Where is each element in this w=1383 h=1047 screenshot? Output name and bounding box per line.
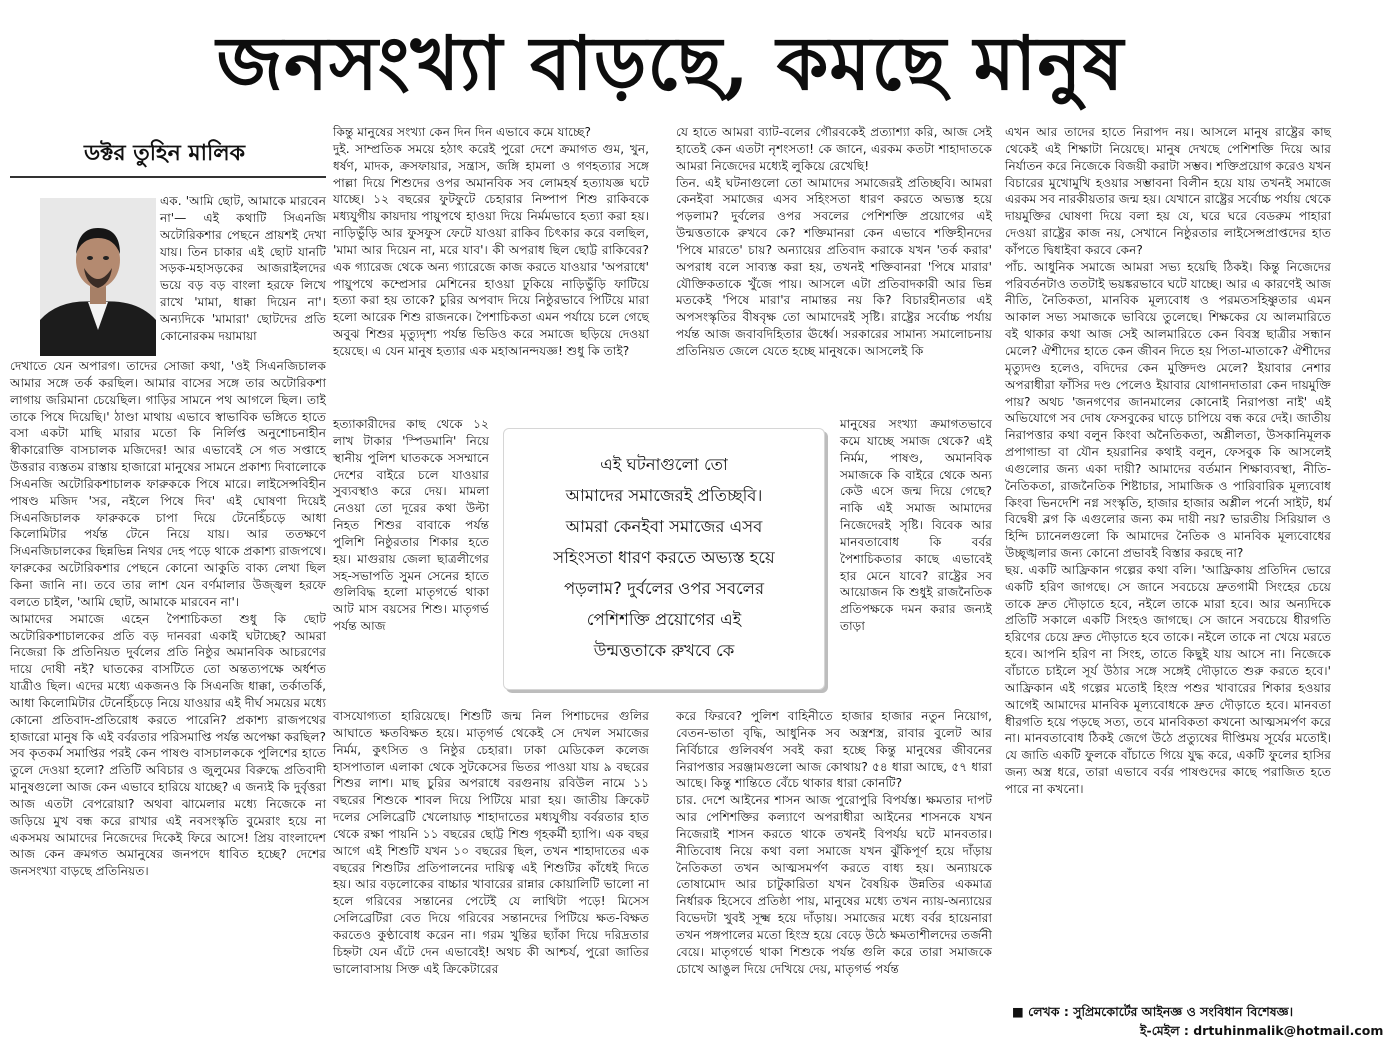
- column-2-top-text: কিন্তু মানুষের সংখ্যা কেন দিন দিন এভাবে কমে যাচ্ছে? দুই. সাম্প্রতিক সময়ে হঠাৎ করেই পুরো দেশে ক্রমাগত গুম, খুন, ধর্ষণ, মাদক, ক্রসফায়ার, সন্ত্রাস, জঙ্গি হামলা ও গণহত্যার সঙ্গে পাল্লা দিয়ে শিশুদের ওপর অমানবিক সব লোমহর্ষ হত্যাযজ্ঞ ঘটে যাচ্ছে। ১২ বছরের ফুটফুটে চেহারার নিষ্পাপ শিশু রাকিবকে মধ্যযুগীয় কায়দায় পায়ুপথে হাওয়া দিয়ে নির্মমভাবে হত্যা করা হয়। নাড়িভুঁড়ি আর ফুসফুস ফেটে যাওয়া রাকিব চিৎকার করে বলছিল, 'মামা আর দিয়েন না, মরে যাব'। কী অপরাধ ছিল ছোট্ট রাকিবের? এক গ্যারেজ থেকে অন্য গ্যারেজে কাজ করতে যাওয়ার 'অপরাধে' পায়ুপথে কম্প্রেসার মেশিনের হাওয়া ঢুকিয়ে নাড়িভুঁড়ি ফাটিয়ে হত্যা করা হয় তাকে? চুরির অপবাদ দিয়ে নিষ্ঠুরভাবে পিটিয়ে মারা হলো আরেক শিশু রাজনকে। পৈশাচিকতা এমন পর্যায়ে চলে গেছে অবুঝ শিশুর মৃত্যুদৃশ্য পর্যন্ত ভিডিও করে সমাজে ছড়িয়ে দেওয়া হয়েছে। এ যেন মানুষ হত্যার এক মহাআনন্দযজ্ঞ! শুধু কি তাই?: [333, 125, 649, 358]
- byline-divider: [10, 176, 326, 178]
- column-2-mid-text: হত্যাকারীদের কাছ থেকে ১২ লাখ টাকার 'স্পিডমানি' নিয়ে স্থানীয় পুলিশ ঘাতককে সসম্মানে দেশের বাইরে চলে যাওয়ার সুব্যবস্থাও করে দেয়। মামলা নেওয়া তো দূরের কথা উল্টা নিহত শিশুর বাবাকে পর্যন্ত পুলিশি নিষ্ঠুরতার শিকার হতে হয়। মাগুরায় জেলা ছাত্রলীগের সহ-সভাপতি সুমন সেনের হাতে গুলিবিদ্ধ হলো মাতৃগর্ভে থাকা আট মাস বয়সের শিশু। মাতৃগর্ভ পর্যন্ত আজ: [333, 417, 489, 634]
- column-3-top-text: যে হাতে আমরা ব্যাট-বলের গৌরবকেই প্রত্যাশ্যা করি, আজ সেই হাতেই কেন এতটা নৃশংসতা! কে জানে, এরকম কতটা শাহাদাতকে আমরা নিজেদের মধ্যেই লুকিয়ে রেখেছি! তিন. এই ঘটনাগুলো তো আমাদের সমাজেরই প্রতিচ্ছবি। আমরা কেনইবা সমাজের এসব সহিংসতা ধারণ করতে অভ্যস্ত হয়ে পড়লাম? দুর্বলের ওপর সবলের পেশিশক্তি প্রয়োগের এই উন্মত্ততাকে রুখবে কে? শক্তিমানরা কেন এভাবে শক্তিহীনদের 'পিষে মারতে' চায়? অন্যায়ের প্রতিবাদ করাকে যখন 'তর্ক করার' অপরাধ বলে সাব্যস্ত করা হয়, তখনই শক্তিবানরা 'পিষে মারার' যৌক্তিকতাকে খুঁজে পায়। আসলে এটা প্রতিবাদকারী আর ভিন্ন মতকেই 'পিষে মারা'র নামান্তর নয় কি? বিচারহীনতার এই অপসংস্কৃতির বীষবৃক্ষ তো আমাদেরই সৃষ্টি। রাষ্ট্রের সর্বোচ্চ পর্যায় পর্যন্ত আজ জবাবদিহিতার ঊর্ধ্বে। সরকারের সামান্য সমালোচনায় প্রতিনিয়ত জেলে যেতে হচ্ছে মানুষকে। আসলেই কি: [676, 125, 992, 358]
- column-3-mid-text: মানুষের সংখ্যা ক্রমাগতভাবে কমে যাচ্ছে সমাজ থেকে? এই নির্মম, পাষণ্ড, অমানবিক সমাজকে কি বাইরে থেকে অন্য কেউ এসে জন্ম দিয়ে গেছে? নাকি এই সমাজ আমাদের নিজেদেরই সৃষ্টি। বিবেক আর মানবতাবোধ কি বর্বর পৈশাচিকতার কাছে এভাবেই হার মেনে যাবে? রাষ্ট্রের সব আয়োজন কি শুধুই রাজনৈতিক প্রতিপক্ষকে দমন করার জন্যই তাড়া: [840, 417, 992, 634]
- pull-quote: এই ঘটনাগুলো তো আমাদের সমাজেরই প্রতিচ্ছবি। আমরা কেনইবা সমাজের এসব সহিংসতা ধারণ করতে অভ্যস্ত হয়ে পড়লাম? দুর্বলের ওপর সবলের পেশিশক্তি প্রয়োগের এই উন্মত্ততাকে রুখবে কে: [503, 428, 825, 690]
- author-note: ■ লেখক : সুপ্রিমকোর্টের আইনজ্ঞ ও সংবিধান বিশেষজ্ঞ।: [1012, 1004, 1294, 1019]
- column-1-text: দেখাতে যেন অপারগ। তাদের সোজা কথা, 'ওই সিএনজিচালক আমার সঙ্গে তর্ক করছিল। আমার বাসের সঙ্গে তার অটোরিকশা লাগায় জরিমানা চেয়েছিল। গাড়ির সামনে পথ আগলে ছিল। তাই তাকে পিষে দিয়েছি।' ঠাণ্ডা মাথায় এভাবে স্বাভাবিক ভঙ্গিতে হাতে বসা একটা মাছি মারার মতো কি নির্লিপ্ত অনুশোচনাহীন স্বীকারোক্তি বাসচালক মজিদের! আর এভাবেই সে গত সপ্তাহে উত্তরার ব্যস্ততম রাস্তায় হাজারো মানুষের সামনে প্রকাশ্য দিবালোকে সিএনজি অটোরিকশাচালক ফারুককে পিষে মারে। লাইসেন্সবিহীন পাষণ্ড মজিদ 'সর, নইলে পিষে দিব' এই ঘোষণা দিয়েই সিএনজিচালক ফারুককে চাপা দিয়ে টেনেহিঁচড়ে আধা কিলোমিটার পর্যন্ত টেনে নিয়ে যায়। আর ততক্ষণে সিএনজিচালকের ছিন্নভিন্ন নিথর দেহ পড়ে থাকে প্রকাশ্য রাজপথে। ফারুকের অটোরিকশার পেছনে কোনো আকুতি বাক্য লেখা ছিল কিনা জানি না। তবে তার লাশ যেন বর্ণমালার উজ্জ্বল হরফে বলতে চাইল, 'আমি ছোট, আমাকে মারবেন না'। আমাদের সমাজে এহেন পৈশাচিকতা শুধু কি ছোট অটোরিকশাচালকের প্রতি বড় দানবরা একাই ঘটাচ্ছে? আমরা নিজেরা কি প্রতিনিয়ত দুর্বলের প্রতি নিষ্ঠুর অমানবিক আচরণের দায়ে দোষী নই? ঘাতকের বাসটিতে তো অন্তত্যপক্ষে অর্ধশত যাত্রীও ছিল। এদের মধ্যে একজনও কি সিএনজি ধাক্কা, তর্কাতর্কি, আধা কিলোমিটার টেনেহিঁচড়ে নিয়ে যাওয়ার এই দীর্ঘ সময়ের মধ্যে কোনো প্রতিবাদ-প্রতিরোধ করতে পারেনি? প্রকাশ্য রাজপথের হাজারো মানুষ কি এই বর্বরতার পরিসমাপ্তি পর্যন্ত অপেক্ষা করছিল? সব কৃতকর্ম সমাপ্তির পরই কেন পাষণ্ড বাসচালককে পুলিশের হাতে তুলে দেওয়া হলো? প্রতিটি অবিচার ও জুলুমের বিরুদ্ধে প্রতিবাদী মানুষগুলো আজ কেন এভাবে হারিয়ে যাচ্ছে? এ জন্যই কি দুর্বৃত্তরা আজ এতটা বেপরোয়া? অথবা ঝামেলার মধ্যে নিজেকে না জড়িয়ে মুখ বন্ধ করে রাখার এই নবসংস্কৃতি বুমেরাং হয়ে না একসময় আমাদের নিজেদের দিকেই ফিরে আসে! প্রিয় বাংলাদেশ আজ কেন ক্রমগত অমানুষের জনপদে ধাবিত হচ্ছে? দেশের জনসংখ্যা বাড়ছে প্রতিনিয়ত।: [10, 359, 326, 879]
- column-3-bottom-text: করে ফিরবে? পুলিশ বাহিনীতে হাজার হাজার নতুন নিয়োগ, বেতন-ভাতা বৃদ্ধি, আধুনিক সব অস্ত্রশস্ত্র, রাবার বুলেট আর নির্বিচারে গুলিবর্ষণ সবই করা হচ্ছে কিন্তু মানুষের জীবনের নিরাপত্তার সরঞ্জামগুলো আজ কোথায়? ৫৪ ধারা আছে, ৫৭ ধারা আছে। কিন্তু শান্তিতে বেঁচে থাকার ধারা কোনটি? চার. দেশে আইনের শাসন আজ পুরোপুরি বিপর্যস্ত। ক্ষমতার দাপট আর পেশিশক্তির কল্যাণে অপরাধীরা আইনের শাসনকে যখন নিজেরাই শাসন করতে থাকে তখনই বিপর্যয় ঘটে মানবতার। নীতিবোধ নিয়ে কথা বলা সমাজে যখন ঝুঁকিপূর্ণ হয়ে দাঁড়ায় নৈতিকতা তখন আত্মসমর্পণ করতে বাধ্য হয়। অন্যায়কে তোষামোদ আর চাটুকারিতা যখন বৈষয়িক উন্নতির একমাত্র নির্ধারক হিসেবে প্রতিষ্ঠা পায়, মানুষের মধ্যে তখন ন্যায়-অন্যায়ের বিভেদটা খুবই সূক্ষ্ম হয়ে দাঁড়ায়। সমাজের মধ্যে বর্বর হায়েনারা তখন পঙ্গপালের মতো হিংস্র হয়ে বেড়ে উঠে ক্ষমতাশীলদের তর্জনী বেয়ে। মাতৃগর্ভে থাকা শিশুকে পর্যন্ত গুলি করে তারা সমাজকে চোখে আঙুল দিয়ে দেখিয়ে দেয়, মাতৃগর্ভ পর্যন্ত: [676, 709, 992, 976]
- headline: জনসংখ্যা বাড়ছে, কমছে মানুষ: [216, 21, 1125, 107]
- author-photo: [40, 198, 156, 356]
- author-email: ই-মেইল : drtuhinmalik@hotmail.com: [1140, 1023, 1383, 1038]
- byline: ডক্টর তুহিন মালিক: [84, 140, 246, 166]
- column-4-text: এখন আর তাদের হাতে নিরাপদ নয়। আসলে মানুষ রাষ্ট্রের কাছ থেকেই এই শিক্ষাটা নিয়েছে। মানুষ দেখছে পেশিশক্তি দিয়ে আর নির্যাতন করে নিজেকে বিজয়ী করাটা সম্ভব। শক্তিপ্রয়োগ করেও যখন বিচারের মুখোমুখি হওয়ার সম্ভাবনা বিলীন হয়ে যায় তখনই সমাজে এরকম সব নারকীয়তার জন্ম হয়। যেখানে রাষ্ট্রের সর্বোচ্চ পর্যায় থেকে দায়মুক্তির ঘোষণা দিয়ে বলা হয় যে, ঘরে ঘরে বেডরুম পাহারা দেওয়া রাষ্ট্রের কাজ নয়, সেখানে নিষ্ঠুরতার লাইসেন্সপ্রাপ্তদের হাত কাঁপতে দ্বিধাইবা করবে কেন? পাঁচ. আধুনিক সমাজে আমরা সভ্য হয়েছি ঠিকই। কিন্তু নিজেদের পরিবর্তনটাও ততটাই ভয়ঙ্করভাবে ঘটে যাচ্ছে। আর এ কারণেই আজ নীতি, নৈতিকতা, মানবিক মূল্যবোধ ও পরমতসহিষ্ণুতার এমন আকাল সভ্য সমাজকে ভাবিয়ে তুলেছে। শিক্ষকের যে আলমারিতে বই থাকার কথা আজ সেই আলমারিতে কেন বিবস্ত্র ছাত্রীর সন্ধান মেলে? ঐশীদের হাতে কেন জীবন দিতে হয় পিতা-মাতাকে? ঐশীদের মৃত্যুদণ্ড হলেও, বদিদের কেন মুক্তিদণ্ড মেলে? ইয়াবার নেশার অপরাধীরা ফাঁসির দণ্ড পেলেও ইয়াবার যোগানদাতারা কেন দায়মুক্তি পায়? অথচ 'জনগণের জানমালের কোনোই নিরাপত্তা নাই' এই অভিযোগে সব দোষ ফেসবুকের ঘাড়ে চাপিয়ে বন্ধ করে দেই। জাতীয় নিরাপত্তার কথা বলুন কিংবা অনৈতিকতা, অশ্লীলতা, উসকানিমূলক প্রপাগান্ডা বা যৌন হয়রানির কথাই বলুন, ফেসবুক কি আসলেই এগুলোর জন্য একা দায়ী? আমাদের বর্তমান শিক্ষাব্যবস্থা, নীতি-নৈতিকতা, রাজনৈতিক শিষ্টাচার, সামাজিক ও পারিবারিক মূল্যবোধ কিংবা ভিনদেশি নগ্ন সংস্কৃতি, হাজার হাজার অশ্লীল পর্নো সাইট, ধর্ম বিদ্বেষী ব্লগ কি এগুলোর জন্য কম দায়ী নয়? ভারতীয় সিরিয়াল ও হিন্দি চ্যানেলগুলো কি আমাদের নৈতিক ও মানবিক মূল্যবোধের উচ্ছৃঙ্খলার জন্য কোনো প্রভাবই বিস্তার করছে না? ছয়. একটি আফ্রিকান গল্পের কথা বলি। 'আফ্রিকায় প্রতিদিন ভোরে একটি হরিণ জাগছে। সে জানে সবচেয়ে দ্রুতগামী সিংহের চেয়ে তাকে দ্রুত দৌড়াতে হবে, নইলে তাকে মারা হবে। আর অন্যদিকে প্রতিটি সকালে একটি সিংহও জাগছে। সে জানে সবচেয়ে ধীরগতি হরিণের চেয়ে দ্রুত দৌড়াতে হবে তাকে। নইলে তাকে না খেয়ে মরতে হবে। আপনি হরিণ না সিংহ, তাতে কিছুই যায় আসে না। নিজেকে বাঁচাতে চাইলে সূর্য উঠার সঙ্গে সঙ্গেই দৌড়াতে শুরু করতে হবে।' আফ্রিকান এই গল্পের মতোই হিংস্র পশুর খাবারের শিকার হওয়ার আগেই আমাদের মানবিক মূল্যবোধকে দ্রুত দৌড়াতে হবে। মানবতা ধীরগতি হয়ে পড়ছে সত্য, তবে মানবিকতা কখনো আত্মসমর্পণ করে না। মানবতাবোধ ঠিকই জেগে উঠে প্রত্যুষের দীপ্তিময় সূর্যের মতোই। যে জাতি একটি ফুলকে বাঁচাতে গিয়ে যুদ্ধ করে, একটি ফুলের হাসির জন্য অস্ত্র ধরে, তারা এভাবে বর্বর পাষণ্ডদের কাছে পরাজিত হতে পারে না কখনো।: [1005, 125, 1331, 796]
- author-photo-image: [40, 198, 156, 356]
- column-2-bottom-text: বাসযোগ্যতা হারিয়েছে। শিশুটি জন্ম নিল পিশাচদের গুলির আঘাতে ক্ষতবিক্ষত হয়ে। মাতৃগর্ভ থেকেই সে দেখল সমাজের নির্মম, কুৎসিত ও নিষ্ঠুর চেহারা। ঢাকা মেডিকেল কলেজ হাসপাতাল এলাকা থেকে সুটকেসের ভিতর পাওয়া যায় ৯ বছরের শিশুর লাশ। মাছ চুরির অপরাধে বরগুনায় রবিউল নামে ১১ বছরের শিশুকে শাবল দিয়ে পিটিয়ে মারা হয়। জাতীয় ক্রিকেট দলের সেলিব্রেটি খেলোয়াড় শাহাদাতের মধ্যযুগীয় বর্বরতার হাত থেকে রক্ষা পায়নি ১১ বছরের ছোট্ট শিশু গৃহকর্মী হ্যাপি। এক বছর আগে এই শিশুটি যখন ১০ বছরের ছিল, তখন শাহাদাতের এক বছরের শিশুটির প্রতিপালনের দায়িত্ব এই শিশুটির কাঁধেই দিতে হয়। আর বড়লোকের বাচ্চার খাবারের রান্নার কোয়ালিটি ভালো না হলে গরিবের সন্তানের পেটেই যে লাথিটা পড়ে! মিসেস সেলিব্রেটিরা বেত দিয়ে গরিবের সন্তানদের পিটিয়ে ক্ষত-বিক্ষত করতেও কুণ্ঠাবোধ করেন না। গরম খুন্তির ছ্যাঁকা দিয়ে দরিদ্রতার চিহ্নটা যেন এঁটে দেন এভাবেই! অথচ কী আশ্চর্য, পুরো জাতির ভালোবাসায় সিক্ত এই ক্রিকেটারের: [333, 709, 649, 976]
- intro-text: এক. 'আমি ছোট, আমাকে মারবেন না'— এই কথাটি সিএনজি অটোরিকশার পেছনে প্রায়শই দেখা যায়। তিন চাকার এই ছোট যানটি সড়ক-মহাসড়কের আজরাইলদের ভয়ে বড় বড় বাংলা হরফে লিখে রাখে 'মামা, ধাক্কা দিয়েন না'। অন্যদিকে 'মামারা' ছোটদের প্রতি কোনোরকম দয়ামায়া: [160, 194, 326, 343]
